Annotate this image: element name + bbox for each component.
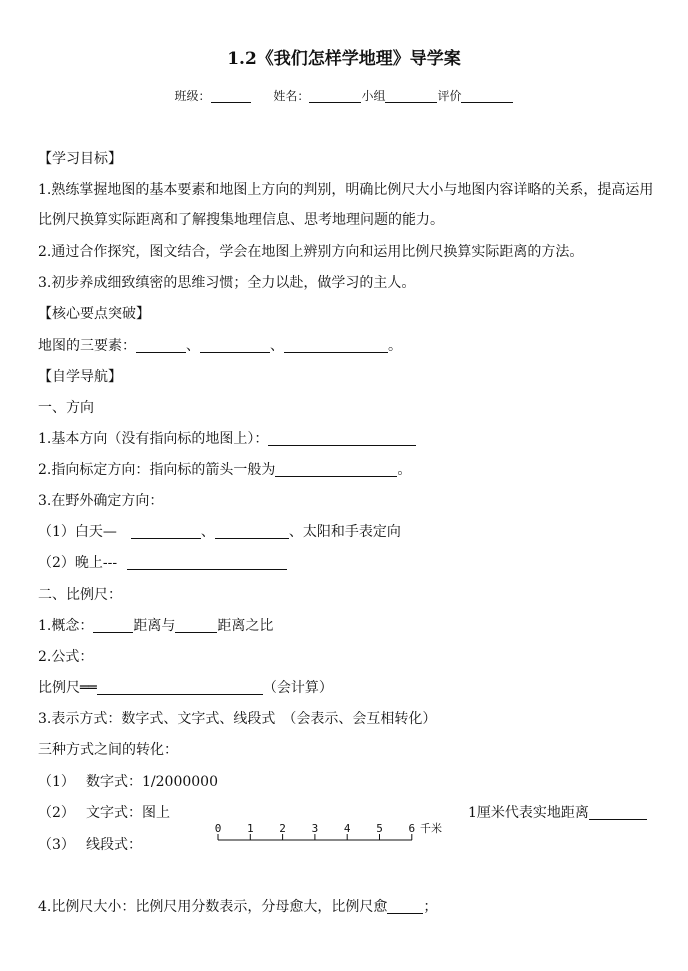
scale-tick-label: 2	[279, 822, 286, 835]
basic-direction-label: 1.基本方向（没有指向标的地图上）：	[38, 431, 269, 447]
basic-direction-line	[38, 430, 416, 448]
scale-forms-line: 3.表示方式：数字式、文字式、线段式 （会表示、会互相转化）	[38, 711, 437, 727]
guide-heading: 【自学导航】	[38, 369, 122, 385]
formula-blank[interactable]	[97, 680, 263, 695]
daytime-suffix: 、太阳和手表定向	[288, 524, 401, 540]
scale-unit: 千米	[420, 822, 442, 835]
name-label: 姓名：	[273, 89, 310, 103]
formula-heading: 2.公式：	[38, 649, 94, 665]
goal-3: 3.初步养成细致缜密的思维习惯；全力以赴，做学习的主人。	[38, 275, 416, 291]
daytime-label: （1）白天—	[38, 524, 117, 540]
daytime-line	[38, 523, 401, 541]
verbal-scale-text: 1厘米代表实地距离	[468, 805, 589, 821]
scale-size-label: 4.比例尺大小：比例尺用分数表示，分母愈大，比例尺愈	[38, 899, 388, 915]
concept-blank-1[interactable]	[93, 618, 133, 633]
conversion-line: 三种方式之间的转化：	[38, 742, 178, 758]
scale-heading: 二、比例尺：	[38, 587, 122, 603]
goal-1-line-1: 1.熟练掌握地图的基本要素和地图上方向的判别，明确比例尺大小与地图内容详略的关系，提高运用	[38, 182, 654, 198]
compass-direction-line	[38, 461, 411, 479]
verbal-scale-line	[468, 804, 647, 822]
field-direction-line: 3.在野外确定方向：	[38, 493, 164, 509]
rating-label: 评价	[437, 89, 462, 103]
daytime-blank-2[interactable]	[215, 524, 289, 539]
line-scale-label: 线段式：	[86, 837, 142, 853]
night-blank[interactable]	[127, 555, 287, 570]
period: 。	[397, 462, 412, 478]
night-label: （2）晚上---	[38, 555, 118, 571]
formula-suffix: （会计算）	[262, 680, 333, 696]
scale-tick-label: 5	[376, 822, 383, 835]
direction-heading: 一、方向	[38, 400, 94, 416]
goal-1-line-2: 比例尺换算实际距离和了解搜集地理信息、思考地理问题的能力。	[38, 212, 444, 228]
group-label: 小组	[361, 89, 386, 103]
rating-blank[interactable]	[461, 88, 513, 103]
formula-line	[38, 679, 333, 697]
daytime-blank-1[interactable]	[131, 524, 201, 539]
element-blank-3[interactable]	[284, 338, 388, 353]
scale-size-blank[interactable]	[387, 899, 423, 914]
compass-direction-label: 2.指向标定方向：指向标的箭头一般为	[38, 462, 276, 478]
page-title: 1.2《我们怎样学地理》导学案	[227, 49, 461, 69]
scale-size-suffix: ；	[423, 899, 438, 915]
separator: 、	[200, 524, 215, 540]
goals-heading: 【学习目标】	[38, 151, 122, 167]
line-scale-bar	[210, 818, 472, 858]
verbal-scale-label: 文字式：图上	[86, 805, 170, 821]
concept-label: 1.概念：	[38, 618, 94, 634]
scale-tick-label: 3	[311, 822, 319, 835]
class-blank[interactable]	[211, 88, 251, 103]
separator: 、	[270, 338, 284, 354]
scale-tick-label: 4	[343, 822, 351, 835]
separator: 、	[186, 338, 200, 354]
student-info-line	[0, 88, 688, 104]
item-1-number: （1）	[38, 774, 75, 790]
scale-size-line	[38, 898, 437, 916]
concept-line	[38, 617, 273, 635]
goal-2: 2.通过合作探究，图文结合，学会在地图上辨别方向和运用比例尺换算实际距离的方法。	[38, 244, 584, 260]
concept-mid: 距离与	[133, 618, 176, 634]
item-2-number: （2）	[38, 805, 75, 821]
basic-direction-blank[interactable]	[268, 431, 416, 446]
scale-tick-label: 6	[408, 822, 416, 835]
map-elements-line	[38, 337, 402, 355]
item-3-number: （3）	[38, 837, 75, 853]
night-line	[38, 554, 287, 572]
element-blank-2[interactable]	[200, 338, 270, 353]
compass-direction-blank[interactable]	[275, 462, 397, 477]
concept-suffix: 距离之比	[217, 618, 274, 634]
core-heading: 【核心要点突破】	[38, 306, 150, 322]
formula-label: 比例尺══	[38, 680, 97, 696]
map-elements-prefix: 地图的三要素：	[38, 338, 136, 354]
scale-tick-label: 0	[214, 822, 222, 835]
numeric-scale: 数字式：1/2000000	[86, 774, 218, 790]
concept-blank-2[interactable]	[175, 618, 217, 633]
period: 。	[388, 338, 402, 354]
element-blank-1[interactable]	[136, 338, 186, 353]
name-blank[interactable]	[309, 88, 361, 103]
class-label: 班级：	[174, 89, 211, 103]
scale-tick-label: 1	[246, 822, 254, 835]
group-blank[interactable]	[385, 88, 437, 103]
verbal-scale-blank[interactable]	[589, 805, 647, 820]
